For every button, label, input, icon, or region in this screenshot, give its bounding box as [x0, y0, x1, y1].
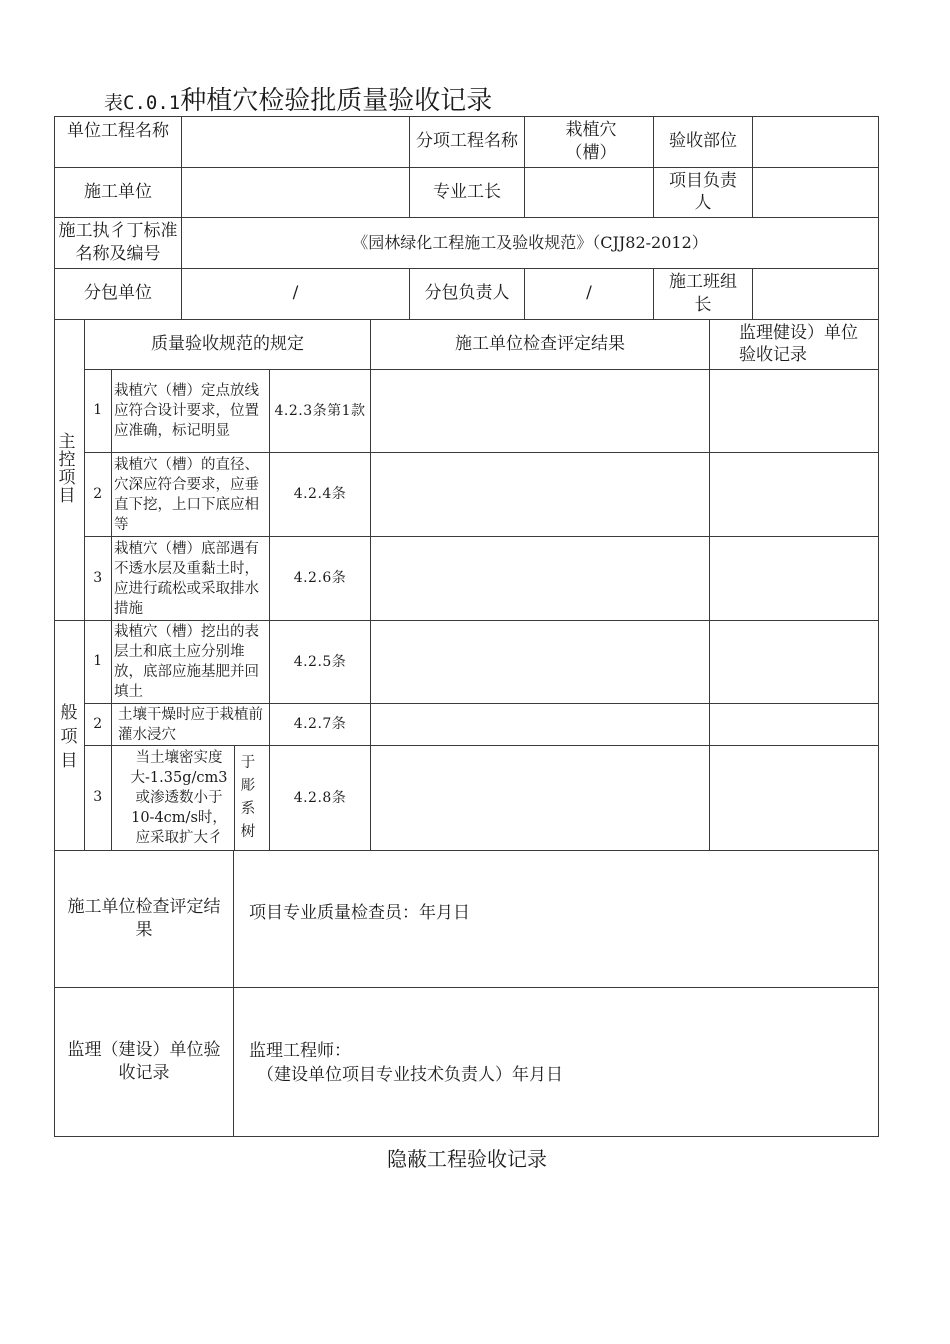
main-item-2-clause: 4.2.4条 — [293, 486, 347, 503]
general-item-3-check-result[interactable] — [371, 746, 709, 850]
main-item-2-supervision[interactable] — [710, 453, 878, 536]
main-items-label: 主 控 项 目 — [58, 432, 76, 506]
construction-unit-label: 施工单位 — [84, 181, 152, 202]
general-item-3-no: 3 — [93, 789, 103, 806]
general-item-2-no: 2 — [93, 715, 103, 732]
general-item-1-desc: 栽植穴（槽）挖出的表层土和底土应分别堆放，底部应施基肥并回填土 — [114, 624, 259, 700]
foreman-label: 专业工长 — [433, 181, 501, 202]
construction-check-content[interactable]: 项目专业质量检查员：年月日 — [249, 903, 470, 924]
table-number: 表C.0.1 — [104, 92, 181, 114]
general-item-3-clause: 4.2.8条 — [293, 789, 347, 806]
foreman-value[interactable] — [525, 168, 653, 217]
subcontractor-label: 分包单位 — [84, 283, 152, 304]
main-item-3-supervision[interactable] — [710, 537, 878, 620]
column-header-supervision: 监理健设）单位验收记录 — [739, 322, 858, 365]
project-manager-value[interactable] — [753, 168, 878, 217]
main-item-3-check-result[interactable] — [371, 537, 709, 620]
general-item-2-desc: 土壤干燥时应于栽植前灌水浸穴 — [118, 706, 263, 743]
main-item-1-supervision[interactable] — [710, 370, 878, 452]
standard-label: 施工执彳丁标准名称及编号 — [58, 221, 178, 264]
footer-title: 隐蔽工程验收记录 — [387, 1147, 547, 1171]
general-item-1-no: 1 — [93, 653, 103, 670]
unit-project-label: 单位工程名称 — [67, 121, 169, 141]
column-header-check-result: 施工单位检查评定结果 — [455, 333, 625, 354]
general-item-1-clause: 4.2.5条 — [293, 653, 347, 670]
sub-project-label: 分项工程名称 — [416, 131, 518, 152]
column-header-spec: 质量验收规范的规定 — [151, 333, 304, 354]
acceptance-part-label: 验收部位 — [669, 131, 737, 152]
main-item-1-desc: 栽植穴（槽）定点放线应符合设计要求，位置应准确，标记明显 — [114, 383, 259, 439]
team-leader-value[interactable] — [753, 269, 878, 319]
general-item-1-check-result[interactable] — [371, 621, 709, 703]
general-item-1-supervision[interactable] — [710, 621, 878, 703]
general-item-3-desc: 当土壤密实度大-1.35g/cm3或渗透数小于10-4cm/s时，应采取扩大彳 — [130, 750, 228, 846]
main-item-3-clause: 4.2.6条 — [293, 570, 347, 587]
main-item-2-no: 2 — [93, 485, 103, 502]
general-item-3-supervision[interactable] — [710, 746, 878, 850]
sub-manager-value: / — [586, 283, 592, 304]
construction-unit-value[interactable] — [182, 168, 409, 217]
general-item-2-check-result[interactable] — [371, 704, 709, 745]
project-manager-label: 项目负责人 — [669, 170, 737, 213]
main-item-1-no: 1 — [93, 402, 103, 419]
construction-check-label: 施工单位检查评定结果 — [67, 897, 221, 940]
general-item-3-desc-side: 于彫系树 — [240, 754, 256, 841]
sub-project-value: 栽植穴（槽） — [565, 120, 617, 163]
general-item-2-clause: 4.2.7条 — [293, 716, 347, 733]
technical-lead-line: （建设单位项目专业技术负责人）年月日 — [257, 1065, 563, 1086]
supervision-record-content[interactable] — [249, 987, 869, 1136]
unit-project-value[interactable] — [182, 117, 409, 167]
title-text: 种植穴检验批质量验收记录 — [180, 86, 493, 116]
acceptance-part-value[interactable] — [753, 117, 878, 167]
standard-value: 《园林绿化工程施工及验收规范》（CJJ82-2012） — [352, 232, 708, 252]
general-item-2-supervision[interactable] — [710, 704, 878, 745]
main-item-3-desc: 栽植穴（槽）底部遇有不透水层及重黏土时，应进行疏松或采取排水措施 — [114, 540, 259, 617]
main-item-2-desc: 栽植穴（槽）的直径、穴深应符合要求，应垂直下挖，上口下底应相等 — [114, 456, 259, 533]
page-title — [104, 80, 492, 117]
general-items-label: 般 项 目 — [60, 703, 78, 771]
supervision-record-label: 监理（建设）单位验收记录 — [67, 1040, 221, 1083]
sub-manager-label: 分包负责人 — [424, 283, 510, 304]
main-item-1-clause: 4.2.3条第1款 — [274, 402, 366, 419]
supervising-engineer-line: 监理工程师： — [249, 1041, 351, 1061]
main-item-2-check-result[interactable] — [371, 453, 709, 536]
subcontractor-value: / — [292, 283, 299, 304]
main-item-1-check-result[interactable] — [371, 370, 709, 452]
main-item-3-no: 3 — [93, 569, 103, 586]
team-leader-label: 施工班组长 — [669, 272, 737, 315]
